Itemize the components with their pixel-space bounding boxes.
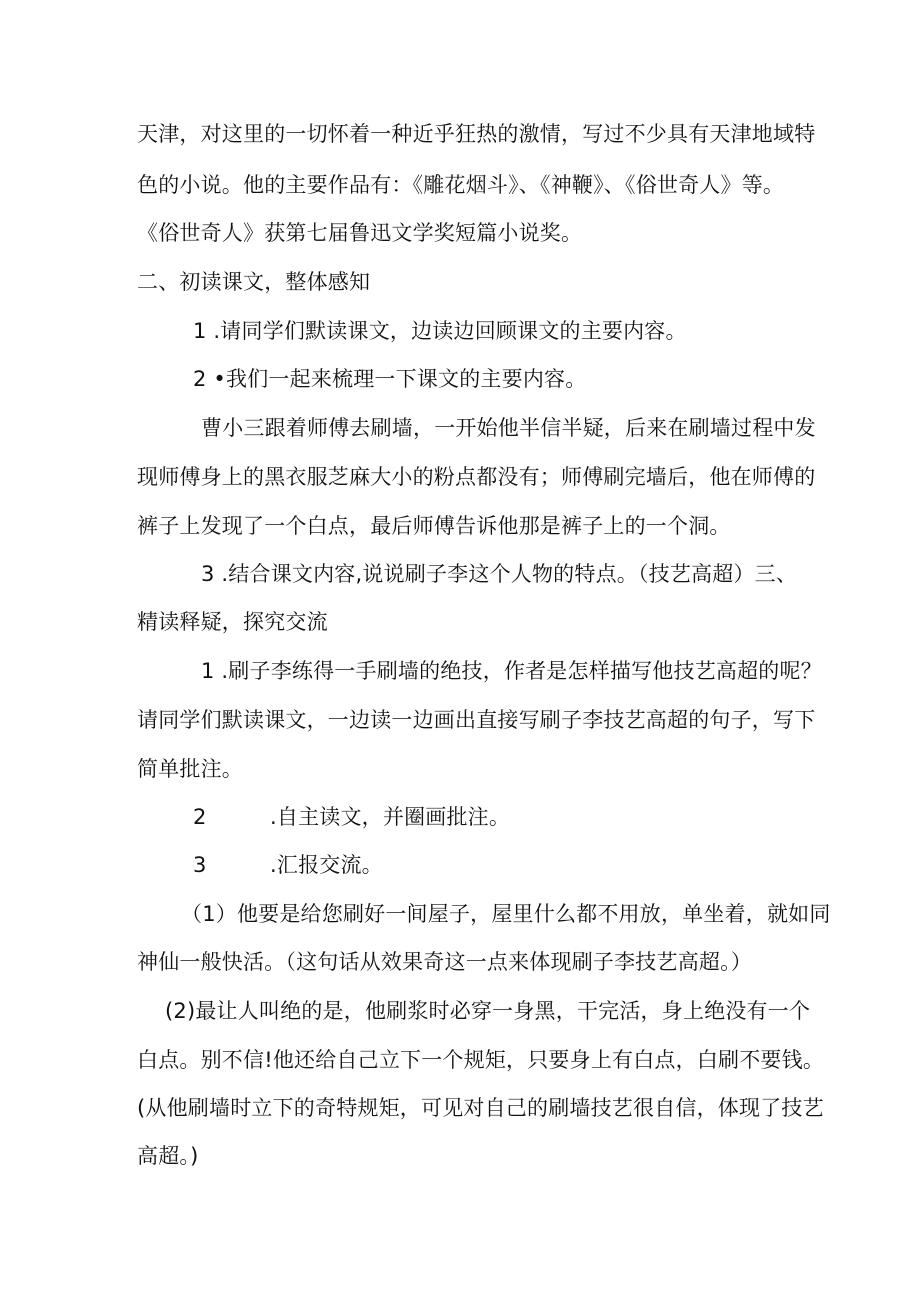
text-line: 请同学们默读课文，一边读一边画出直接写刷子李技艺高超的句子，写下 [137,708,816,732]
text-line: 神仙一般快活。（这句话从效果奇这一点来体现刷子李技艺高超。） [137,950,752,974]
list-item-text: .汇报交流。 [270,853,383,877]
section-heading: 二、初读课文，整体感知 [137,270,371,294]
text-line: (2)最让人叫绝的是，他刷浆时必穿一身黑，干完活，身上绝没有一个 [165,999,811,1023]
text-line: 高超。) [137,1144,199,1168]
section-heading: 精读释疑，探究交流 [137,610,328,634]
text-line: （1）他要是给您刷好一间屋子，屋里什么都不用放，单坐着，就如同 [181,902,831,926]
text-line: 《俗世奇人》获第七届鲁迅文学奖短篇小说奖。 [137,221,583,245]
list-item: 2 •我们一起来梳理一下课文的主要内容。 [193,367,587,391]
text-line: 天津，对这里的一切怀着一种近乎狂热的激情，写过不少具有天津地域特 [137,122,816,146]
list-item: 1 .刷子李练得一手刷墙的绝技，作者是怎样描写他技艺高超的呢？ [201,659,822,683]
list-item-number: 2 [193,805,207,829]
list-item-text: .自主读文，并圈画批注。 [270,805,511,829]
text-line: (从他刷墙时立下的奇特规矩，可见对自己的刷墙技艺很自信，体现了技艺 [137,1096,824,1120]
text-line: 曹小三跟着师傅去刷墙，一开始他半信半疑，后来在刷墙过程中发 [201,416,816,440]
text-line: 色的小说。他的主要作品有：《雕花烟斗》、《神鞭》、《俗世奇人》等。 [137,173,785,197]
list-item-number: 3 [193,853,207,877]
text-line: 简单批注。 [137,757,243,781]
list-item: 1 .请同学们默读课文，边读边回顾课文的主要内容。 [193,319,687,343]
text-line: 现师傅身上的黑衣服芝麻大小的粉点都没有；师傅刷完墙后，他在师傅的 [137,465,816,489]
text-line: 裤子上发现了一个白点，最后师傅告诉他那是裤子上的一个洞。 [137,514,731,538]
list-item: 3 .结合课文内容,说说刷子李这个人物的特点。（技艺高超）三、 [201,562,798,586]
text-line: 白点。别不信!他还给自己立下一个规矩，只要身上有白点，白刷不要钱。 [137,1048,825,1072]
